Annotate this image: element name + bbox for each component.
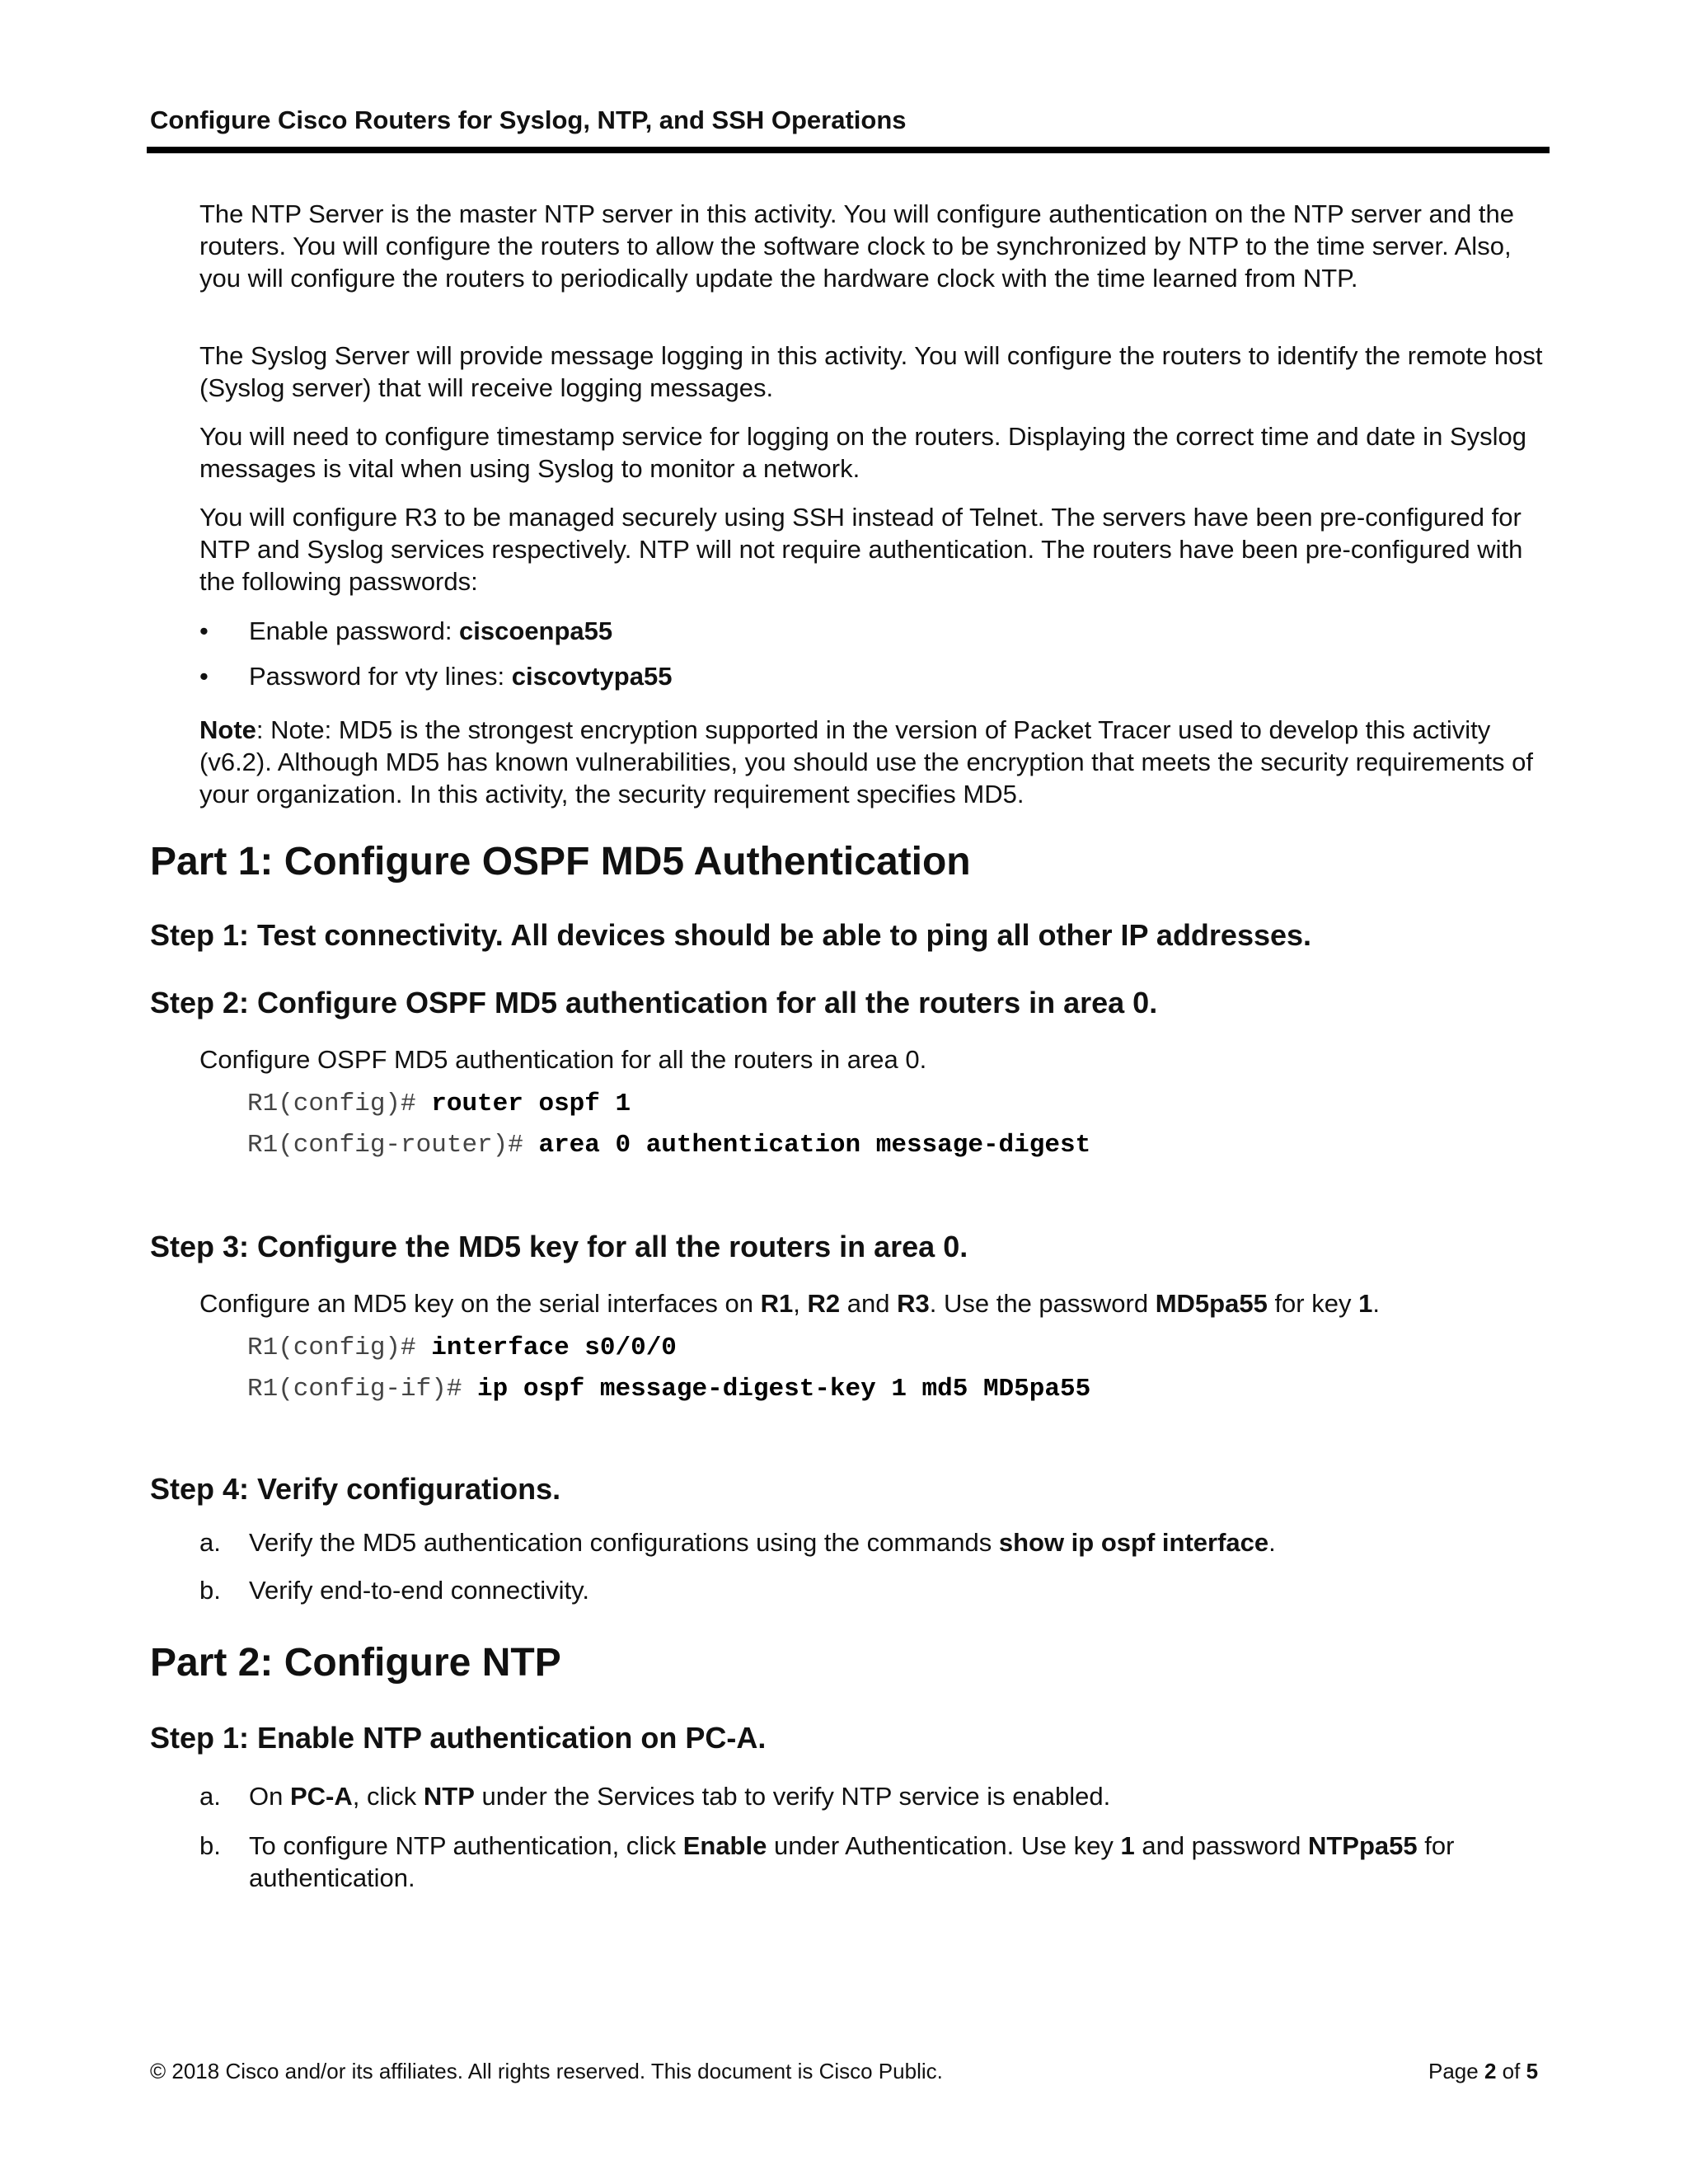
inline-command: show ip ospf interface bbox=[998, 1528, 1269, 1557]
code-prompt: R1(config)# bbox=[247, 1090, 432, 1118]
code-line bbox=[247, 1131, 1090, 1160]
bullet-label: Enable password: bbox=[249, 616, 460, 645]
intro-paragraph-ntp: The NTP Server is the master NTP server in this activity. You will configure authentication on the NTP server and the routers. You will configure the routers to allow the software clock to be synchronized by NTP to the time server. Also, you will configure the routers to periodically update the hardware clock with the time learned from NTP. bbox=[199, 199, 1514, 293]
list-marker: a. bbox=[199, 1528, 221, 1557]
part1-step4-heading: Step 4: Verify configurations. bbox=[150, 1472, 561, 1506]
part2-step1-heading: Step 1: Enable NTP authentication on PC-A. bbox=[150, 1721, 767, 1755]
code-command: interface s0/0/0 bbox=[431, 1333, 677, 1362]
part1-step3-text: Configure an MD5 key on the serial interfaces on R1, R2 and R3. Use the password MD5pa55 for key 1. bbox=[199, 1289, 1380, 1318]
note-paragraph bbox=[199, 714, 1543, 810]
intro-paragraph-timestamp: You will need to configure timestamp service for logging on the routers. Displaying the correct time and date in Syslog messages is vital when using Syslog to monitor a network. bbox=[199, 422, 1526, 483]
header-rule bbox=[147, 147, 1550, 153]
footer-page-number: Page 2 of 5 bbox=[1428, 2059, 1539, 2083]
footer-copyright: © 2018 Cisco and/or its affiliates. All rights reserved. This document is Cisco Public. bbox=[150, 2059, 943, 2083]
intro-paragraph-syslog: The Syslog Server will provide message logging in this activity. You will configure the routers to identify the remote host (Syslog server) that will receive logging messages. bbox=[199, 341, 1543, 402]
code-prompt: R1(config-router)# bbox=[247, 1131, 539, 1160]
code-line bbox=[247, 1375, 1090, 1404]
code-command: area 0 authentication message-digest bbox=[538, 1131, 1091, 1160]
intro-paragraph-ssh: You will configure R3 to be managed securely using SSH instead of Telnet. The servers have been pre-configured for NTP and Syslog services respectively. NTP will not require authentication. The routers have been pre-configured with the following passwords: bbox=[199, 503, 1523, 596]
part1-heading: Part 1: Configure OSPF MD5 Authentication bbox=[150, 840, 971, 883]
code-prompt: R1(config-if)# bbox=[247, 1375, 478, 1404]
list-marker: b. bbox=[199, 1576, 221, 1605]
code-line bbox=[247, 1333, 677, 1362]
code-prompt: R1(config)# bbox=[247, 1333, 432, 1362]
list-marker: a. bbox=[199, 1782, 221, 1811]
bullet-value: ciscovtypa55 bbox=[511, 662, 673, 691]
bullet-dot: • bbox=[199, 662, 209, 691]
part1-step3-heading: Step 3: Configure the MD5 key for all the routers in area 0. bbox=[150, 1230, 968, 1263]
document-header-title: Configure Cisco Routers for Syslog, NTP, and SSH Operations bbox=[150, 105, 907, 134]
bullet-dot: • bbox=[199, 616, 209, 645]
part2-heading: Part 2: Configure NTP bbox=[150, 1641, 561, 1685]
part1-step2-text: Configure OSPF MD5 authentication for all the routers in area 0. bbox=[199, 1045, 927, 1074]
bullet-value: ciscoenpa55 bbox=[459, 616, 613, 645]
code-command: router ospf 1 bbox=[431, 1090, 631, 1118]
note-label: Note bbox=[199, 715, 256, 744]
code-command: ip ospf message-digest-key 1 md5 MD5pa55 bbox=[477, 1375, 1091, 1404]
bullet-label: Password for vty lines: bbox=[249, 662, 512, 691]
list-marker: b. bbox=[199, 1831, 221, 1860]
note-text: : Note: MD5 is the strongest encryption supported in the version of Packet Tracer used to develop this activity (v6.2). Although MD5 has known vulnerabilities, you should use the encryption that meets the security requirements of your organization. In this activity, the security requirement specifies MD5. bbox=[199, 715, 1534, 808]
part1-step2-heading: Step 2: Configure OSPF MD5 authentication for all the routers in area 0. bbox=[150, 986, 1158, 1019]
code-line bbox=[247, 1090, 631, 1118]
part1-step1-heading: Step 1: Test connectivity. All devices should be able to ping all other IP addresses. bbox=[150, 918, 1312, 952]
